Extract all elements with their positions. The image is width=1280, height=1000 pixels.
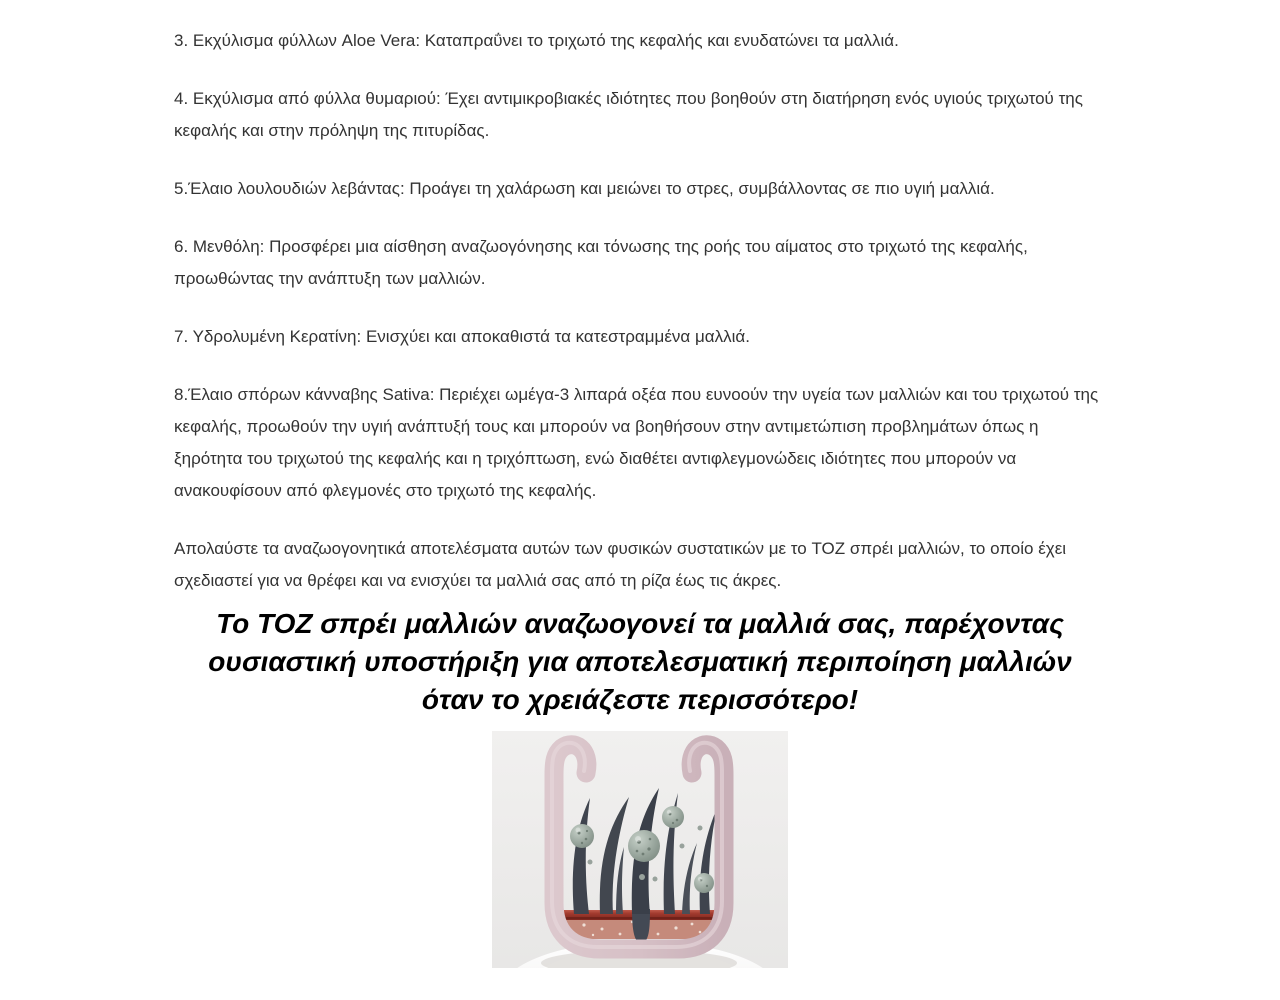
paragraph-ingredient-7: 7. Υδρολυμένη Κερατίνη: Ενισχύει και αποκαθιστά τα κατεστραμμένα μαλλιά. [174, 327, 750, 346]
nutrient-sphere [628, 830, 660, 862]
article-body [174, 0, 1106, 968]
nutrient-sphere [662, 806, 684, 828]
paragraph-ingredient-4: 4. Εκχύλισμα από φύλλα θυμαριού: Έχει αντιμικροβιακές ιδιότητες που βοηθούν στη διατήρηση ενός υγιούς τριχωτού της κεφαλής και στην πρόληψη της πιτυρίδας. [174, 89, 1083, 140]
paragraph-ingredient-5: 5.Έλαιο λουλουδιών λεβάντας: Προάγει τη χαλάρωση και μειώνει το στρες, συμβάλλοντας σε πιο υγιή μαλλιά. [174, 179, 995, 198]
follicle-illustration [174, 731, 1106, 968]
paragraph-ingredient-8: 8.Έλαιο σπόρων κάνναβης Sativa: Περιέχει ωμέγα-3 λιπαρά οξέα που ευνοούν την υγεία των μαλλιών και του τριχωτού της κεφαλής, προωθούν την υγιή ανάπτυξή τους και μπορούν να βοηθήσουν στην αντιμετώπιση προβλημάτων όπως η ξηρότητα του τριχωτού της κεφαλής και η τριχόπτωση, ενώ διαθέτει αντιφλεγμονώδεις ιδιότητες που μπορούν να ανακουφίσουν από φλεγμονές στο τριχωτό της κεφαλής. [174, 385, 1099, 500]
nutrient-sphere [694, 873, 714, 893]
promo-heading: Το TOZ σπρέι μαλλιών αναζωογονεί τα μαλλιά σας, παρέχοντας ουσιαστική υποστήριξη για αποτελεσματική περιποίηση μαλλιών όταν το χρειάζεστε περισσότερο! [208, 608, 1072, 715]
nutrient-sphere [570, 824, 594, 848]
paragraph-ingredient-3: 3. Εκχύλισμα φύλλων Aloe Vera: Καταπραΰνει το τριχωτό της κεφαλής και ενυδατώνει τα μαλλιά. [174, 31, 899, 50]
follicle-illustration-image [492, 731, 788, 968]
paragraph-ingredient-6: 6. Μενθόλη: Προσφέρει μια αίσθηση αναζωογόνησης και τόνωσης της ροής του αίματος στο τριχωτό της κεφαλής, προωθώντας την ανάπτυξη των μαλλιών. [174, 237, 1028, 288]
paragraph-closing: Απολαύστε τα αναζωογονητικά αποτελέσματα αυτών των φυσικών συστατικών με το TOZ σπρέι μαλλιών, το οποίο έχει σχεδιαστεί για να θρέφει και να ενισχύει τα μαλλιά σας από τη ρίζα έως τις άκρες. [174, 539, 1067, 590]
